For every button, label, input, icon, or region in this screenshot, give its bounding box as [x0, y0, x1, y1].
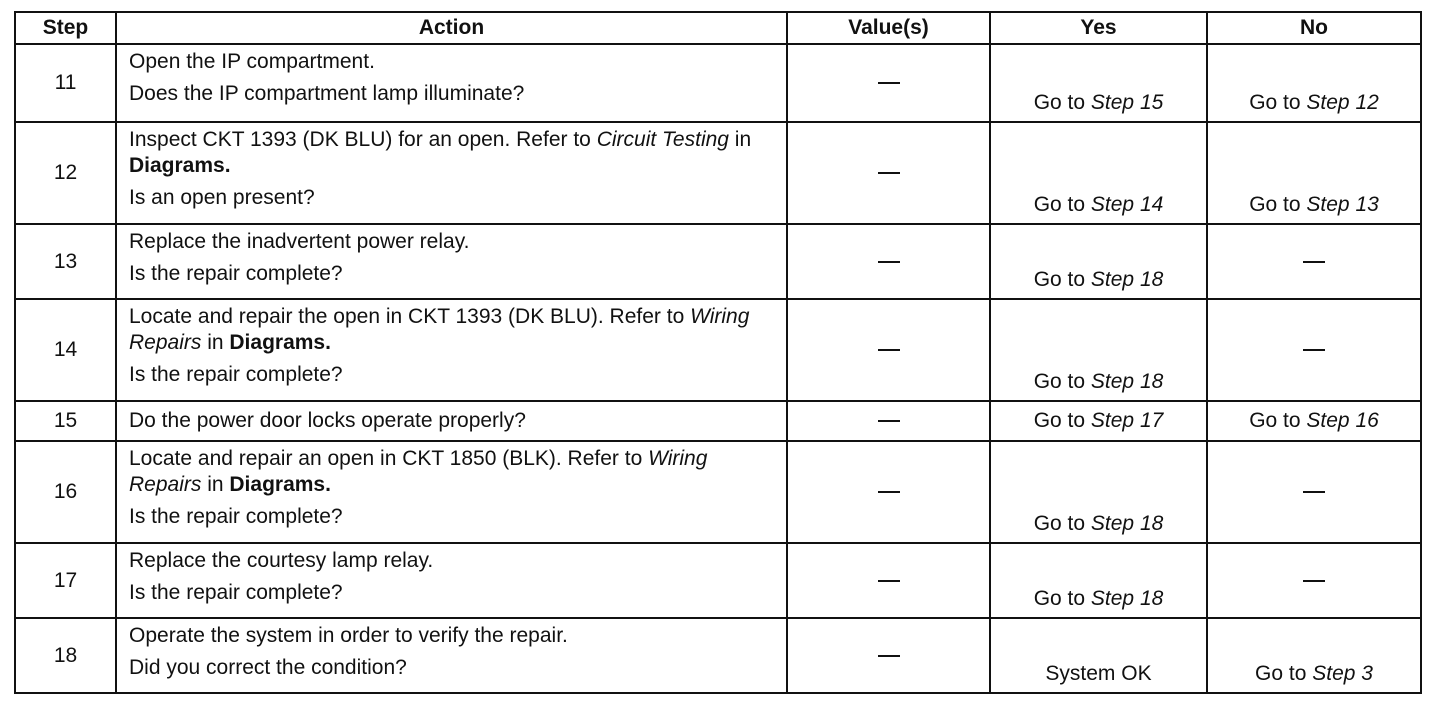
action-question: Does the IP compartment lamp illuminate? — [129, 82, 525, 105]
no-cell — [1207, 299, 1421, 401]
action-instruction — [129, 447, 707, 496]
action-question: Do the power door locks operate properly? — [129, 409, 526, 432]
yes-goto-prefix: Go to — [1033, 370, 1086, 393]
no-step-ref[interactable]: Step 3 — [1312, 662, 1373, 685]
yes-step-ref[interactable]: Step 18 — [1090, 268, 1164, 291]
no-step-ref[interactable]: Step 13 — [1306, 193, 1379, 216]
yes-step-ref[interactable]: Step 17 — [1090, 409, 1164, 432]
table-row — [15, 224, 1421, 299]
yes-cell — [990, 401, 1207, 441]
no-cell — [1207, 441, 1421, 543]
step-number: 18 — [15, 618, 116, 693]
step-number: 16 — [15, 441, 116, 543]
action-question: Did you correct the condition? — [129, 656, 407, 679]
table-body — [15, 44, 1421, 693]
action-text: Locate and repair the open in CKT 1393 (DK BLU). Refer to — [129, 305, 691, 328]
action-instruction — [129, 128, 751, 177]
value-cell — [787, 224, 990, 299]
yes-goto-prefix: Go to — [1033, 268, 1086, 291]
no-goto-prefix: Go to — [1249, 409, 1301, 432]
header-no: No — [1207, 12, 1421, 44]
action-instruction — [129, 50, 375, 73]
no-dash — [1303, 491, 1325, 493]
action-cell — [116, 441, 787, 543]
no-cell — [1207, 44, 1421, 122]
header-action: Action — [116, 12, 787, 44]
action-instruction — [129, 549, 433, 572]
value-dash — [878, 82, 900, 84]
action-question: Is the repair complete? — [129, 363, 343, 386]
action-cell — [116, 543, 787, 618]
yes-step-ref[interactable]: Step 15 — [1090, 91, 1164, 114]
value-dash — [878, 261, 900, 263]
no-cell — [1207, 224, 1421, 299]
yes-cell — [990, 618, 1207, 693]
action-cell — [116, 224, 787, 299]
value-cell — [787, 441, 990, 543]
action-text-italic: Wiring Repairs — [129, 305, 750, 354]
header-yes: Yes — [990, 12, 1207, 44]
step-number: 17 — [15, 543, 116, 618]
header-step: Step — [15, 12, 116, 44]
value-dash — [878, 349, 900, 351]
no-cell — [1207, 543, 1421, 618]
value-cell — [787, 401, 990, 441]
header-row — [15, 12, 1421, 44]
value-cell — [787, 44, 990, 122]
value-dash — [878, 172, 900, 174]
no-step-ref[interactable]: Step 12 — [1306, 91, 1379, 114]
action-text-italic: Wiring Repairs — [129, 447, 708, 496]
action-question: Is an open present? — [129, 186, 315, 209]
no-cell — [1207, 618, 1421, 693]
table-row — [15, 299, 1421, 401]
action-question: Is the repair complete? — [129, 581, 343, 604]
yes-step-ref[interactable]: Step 18 — [1090, 370, 1164, 393]
yes-cell — [990, 224, 1207, 299]
yes-cell — [990, 44, 1207, 122]
step-number: 11 — [15, 44, 116, 122]
no-goto-prefix: Go to — [1255, 662, 1307, 685]
action-text: Locate and repair an open in CKT 1850 (BLK). Refer to — [129, 447, 649, 470]
step-number: 14 — [15, 299, 116, 401]
action-text-bold: Diagrams. — [229, 331, 331, 354]
action-cell — [116, 122, 787, 224]
yes-cell — [990, 299, 1207, 401]
action-text: Open the IP compartment. — [129, 50, 375, 73]
action-text: Replace the courtesy lamp relay. — [129, 549, 434, 572]
action-instruction — [129, 624, 568, 647]
yes-cell — [990, 122, 1207, 224]
action-text: in — [728, 128, 752, 151]
yes-step-ref[interactable]: Step 14 — [1090, 193, 1164, 216]
yes-goto-prefix: Go to — [1033, 91, 1086, 114]
action-text: Replace the inadvertent power relay. — [129, 230, 470, 253]
value-dash — [878, 580, 900, 582]
value-dash — [878, 655, 900, 657]
no-dash — [1303, 349, 1325, 351]
header-values: Value(s) — [787, 12, 990, 44]
action-cell — [116, 618, 787, 693]
no-step-ref[interactable]: Step 16 — [1306, 409, 1379, 432]
action-text-bold: Diagrams. — [229, 473, 331, 496]
yes-result-text: System OK — [1045, 662, 1152, 685]
value-dash — [878, 420, 900, 422]
action-text: in — [201, 473, 230, 496]
table-row — [15, 401, 1421, 441]
action-cell — [116, 44, 787, 122]
action-text: Operate the system in order to verify the repair. — [129, 624, 568, 647]
yes-cell — [990, 441, 1207, 543]
yes-step-ref[interactable]: Step 18 — [1090, 512, 1164, 535]
no-goto-prefix: Go to — [1249, 193, 1301, 216]
yes-goto-prefix: Go to — [1033, 512, 1086, 535]
action-question: Is the repair complete? — [129, 505, 343, 528]
action-text: Inspect CKT 1393 (DK BLU) for an open. Refer to — [129, 128, 597, 151]
action-cell — [116, 299, 787, 401]
no-cell — [1207, 122, 1421, 224]
table-row — [15, 618, 1421, 693]
step-number: 15 — [15, 401, 116, 441]
table-row — [15, 44, 1421, 122]
action-text: in — [201, 331, 230, 354]
action-instruction — [129, 305, 749, 354]
value-cell — [787, 122, 990, 224]
yes-goto-prefix: Go to — [1033, 193, 1086, 216]
value-cell — [787, 543, 990, 618]
action-question: Is the repair complete? — [129, 262, 343, 285]
no-dash — [1303, 261, 1325, 263]
table-row — [15, 441, 1421, 543]
step-number: 13 — [15, 224, 116, 299]
step-number: 12 — [15, 122, 116, 224]
yes-step-ref[interactable]: Step 18 — [1090, 587, 1164, 610]
table-row — [15, 122, 1421, 224]
yes-goto-prefix: Go to — [1033, 587, 1086, 610]
diagnostic-table — [14, 11, 1422, 694]
value-cell — [787, 299, 990, 401]
value-cell — [787, 618, 990, 693]
yes-cell — [990, 543, 1207, 618]
no-dash — [1303, 580, 1325, 582]
action-instruction — [129, 230, 469, 253]
value-dash — [878, 491, 900, 493]
no-cell — [1207, 401, 1421, 441]
action-cell — [116, 401, 787, 441]
table-row — [15, 543, 1421, 618]
yes-goto-prefix: Go to — [1033, 409, 1086, 432]
no-goto-prefix: Go to — [1249, 91, 1301, 114]
action-text-bold: Diagrams. — [129, 154, 231, 177]
action-text-italic: Circuit Testing — [596, 128, 729, 151]
